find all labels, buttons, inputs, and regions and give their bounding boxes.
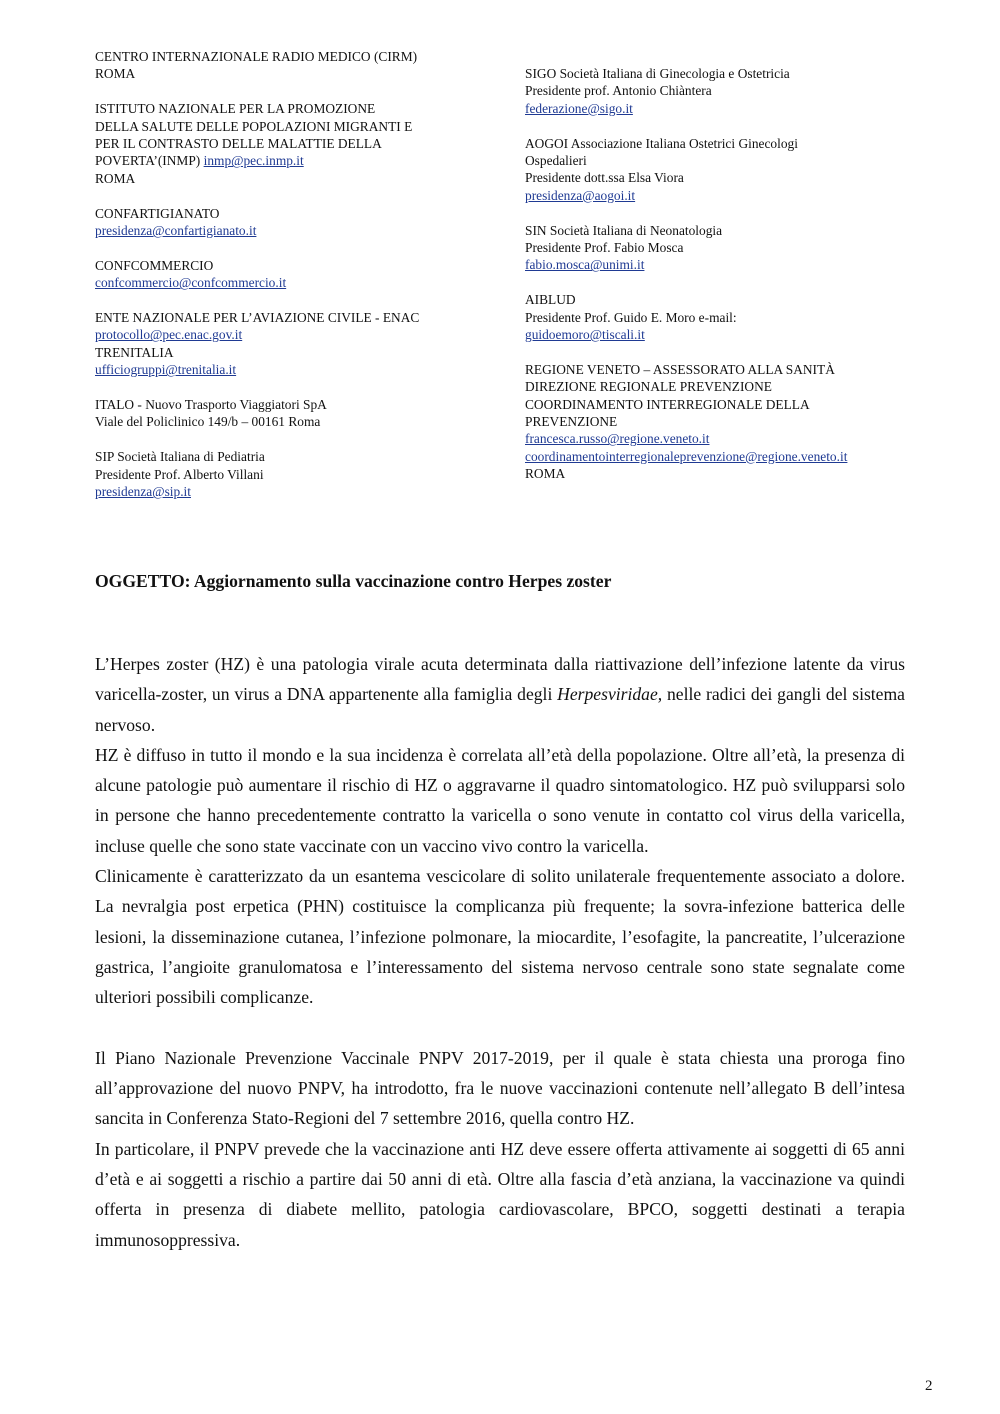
recipient-line: Viale del Policlinico 149/b – 00161 Roma — [95, 414, 321, 430]
recipient-line: CONFCOMMERCIO — [95, 257, 214, 273]
recipient-block — [525, 222, 945, 274]
recipient-line: Presidente Prof. Fabio Mosca — [525, 240, 684, 256]
recipient-block — [95, 257, 495, 292]
recipient-line: PER IL CONTRASTO DELLE MALATTIE DELLA — [95, 136, 382, 152]
recipient-block — [95, 48, 495, 83]
recipient-inline-text: POVERTA’(INMP) — [95, 153, 204, 169]
paragraph-text: In particolare, il PNPV prevede che la vaccinazione anti HZ deve essere offerta attivamente ai soggetti di 65 anni d’età e ai soggetti a rischio a partire dai 50 anni di età. Oltre alla fascia d’età anziana, la vaccinazione va quindi offerta in presenza di diabete mellito, patologia cardiovascolare, BPCO, soggetti destinati a terapia immunosoppressiva. — [95, 1138, 905, 1250]
recipient-line: COORDINAMENTO INTERREGIONALE DELLA — [525, 396, 810, 412]
recipient-block — [95, 396, 495, 431]
recipient-line: Presidente prof. Antonio Chiàntera — [525, 83, 712, 99]
recipient-block — [525, 135, 945, 205]
paragraph-text: HZ è diffuso in tutto il mondo e la sua incidenza è correlata all’età della popolazione. Oltre all’età, la presenza di alcune patologie può aumentare il rischio di HZ o aggravarne il quadro sintomatologico. HZ può svilupparsi solo in persone che hanno precedentemente contratto la varicella o sono venute in contatto col virus della varicella, incluse quelle che sono state vaccinate con un vaccino vivo contro la varicella. — [95, 744, 905, 856]
recipient-line: Presidente Prof. Guido E. Moro e-mail: — [525, 309, 737, 325]
recipient-line: PREVENZIONE — [525, 414, 618, 430]
email-link[interactable]: ufficiogruppi@trenitalia.it — [95, 362, 237, 378]
recipient-block — [525, 65, 945, 117]
email-link[interactable]: presidenza@aogoi.it — [525, 187, 636, 203]
recipient-block — [95, 344, 495, 379]
email-link[interactable]: federazione@sigo.it — [525, 100, 633, 116]
recipient-block — [95, 100, 495, 187]
paragraph-text: L’Herpes zoster (HZ) è una patologia virale acuta determinata dalla riattivazione dell’infezione latente da virus varicella-zoster, un virus a DNA appartenente alla famiglia degli — [95, 654, 905, 705]
recipient-line: CENTRO INTERNAZIONALE RADIO MEDICO (CIRM) — [95, 49, 418, 64]
paragraph-text: Il Piano Nazionale Prevenzione Vaccinale PNPV 2017-2019, per il quale è stata chiesta una proroga fino all’approvazione del nuovo PNPV, ha introdotto, fra le nuove vaccinazioni contenute nell’allegato B dell’intesa sancita in Conferenza Stato-Regioni del 7 settembre 2016, quella contro HZ. — [95, 1047, 905, 1129]
recipient-line: ROMA — [95, 170, 136, 186]
recipient-line: TRENITALIA — [95, 344, 174, 360]
recipient-line: Ospedalieri — [525, 153, 587, 169]
recipient-line: DELLA SALUTE DELLE POPOLAZIONI MIGRANTI E — [95, 118, 413, 134]
recipients-left-column — [95, 48, 495, 518]
body-paragraph — [95, 740, 905, 861]
email-link[interactable]: confcommercio@confcommercio.it — [95, 275, 287, 291]
recipient-block — [525, 291, 945, 343]
body-paragraph — [95, 649, 905, 740]
recipient-line: ROMA — [525, 466, 566, 482]
subject-line — [95, 571, 611, 592]
email-link[interactable]: francesca.russo@regione.veneto.it — [525, 431, 710, 447]
email-link[interactable]: presidenza@sip.it — [95, 484, 191, 500]
recipient-block — [95, 309, 495, 344]
recipient-block — [525, 361, 945, 483]
paragraph-text: nelle radici dei gangli del sistema nervoso. — [95, 684, 905, 735]
recipient-line: Presidente dott.ssa Elsa Viora — [525, 170, 684, 186]
page-number: 2 — [925, 1378, 933, 1394]
paragraph-text: Clinicamente è caratterizzato da un esantema vescicolare di solito unilaterale frequentemente associato a dolore. La nevralgia post erpetica (PHN) costituisce la complicanza più frequente; la sovra-infezione batterica delle lesioni, la disseminazione cutanea, l’infezione polmonare, la miocardite, l’esofagite, la pancreatite, l’ulcerazione gastrica, l’angioite granulomatosa e l’interessamento del sistema nervoso centrale sono state segnalate come ulteriori possibili complicanze. — [95, 866, 905, 1008]
letter-body — [95, 649, 905, 1255]
body-paragraph — [95, 1134, 905, 1255]
recipient-line: ISTITUTO NAZIONALE PER LA PROMOZIONE — [95, 101, 376, 117]
recipient-line: ROMA — [95, 66, 136, 82]
recipient-line: CONFARTIGIANATO — [95, 205, 220, 221]
recipient-line: SIP Società Italiana di Pediatria — [95, 449, 265, 465]
recipient-line — [95, 152, 495, 169]
email-link[interactable]: fabio.mosca@unimi.it — [525, 257, 645, 273]
email-link[interactable]: guidoemoro@tiscali.it — [525, 327, 645, 343]
body-paragraph — [95, 861, 905, 1012]
recipient-line: REGIONE VENETO – ASSESSORATO ALLA SANITÀ — [525, 361, 835, 377]
recipient-line: SIGO Società Italiana di Ginecologia e Ostetricia — [525, 66, 790, 81]
recipient-line: AIBLUD — [525, 292, 576, 308]
subject-text: Aggiornamento sulla vaccinazione contro Herpes zoster — [190, 571, 612, 591]
recipient-block — [95, 448, 495, 500]
recipient-line: AOGOI Associazione Italiana Ostetrici Ginecologi — [525, 135, 798, 151]
recipients-right-column — [525, 65, 945, 500]
email-link[interactable]: coordinamentointerregionaleprevenzione@regione.veneto.it — [525, 448, 848, 464]
email-link[interactable]: inmp@pec.inmp.it — [203, 153, 304, 169]
email-link[interactable]: protocollo@pec.enac.gov.it — [95, 327, 243, 343]
recipient-line: SIN Società Italiana di Neonatologia — [525, 222, 723, 238]
recipient-line: ENTE NAZIONALE PER L’AVIAZIONE CIVILE - ENAC — [95, 310, 420, 326]
paragraph-italic-text: Herpesviridae, — [557, 684, 663, 705]
body-paragraph — [95, 1043, 905, 1134]
recipient-line: DIREZIONE REGIONALE PREVENZIONE — [525, 379, 772, 395]
recipient-line: ITALO - Nuovo Trasporto Viaggiatori SpA — [95, 397, 327, 413]
recipient-block — [95, 205, 495, 240]
subject-label: OGGETTO: — [95, 571, 191, 591]
recipient-line: Presidente Prof. Alberto Villani — [95, 466, 264, 482]
email-link[interactable]: presidenza@confartigianato.it — [95, 223, 257, 239]
